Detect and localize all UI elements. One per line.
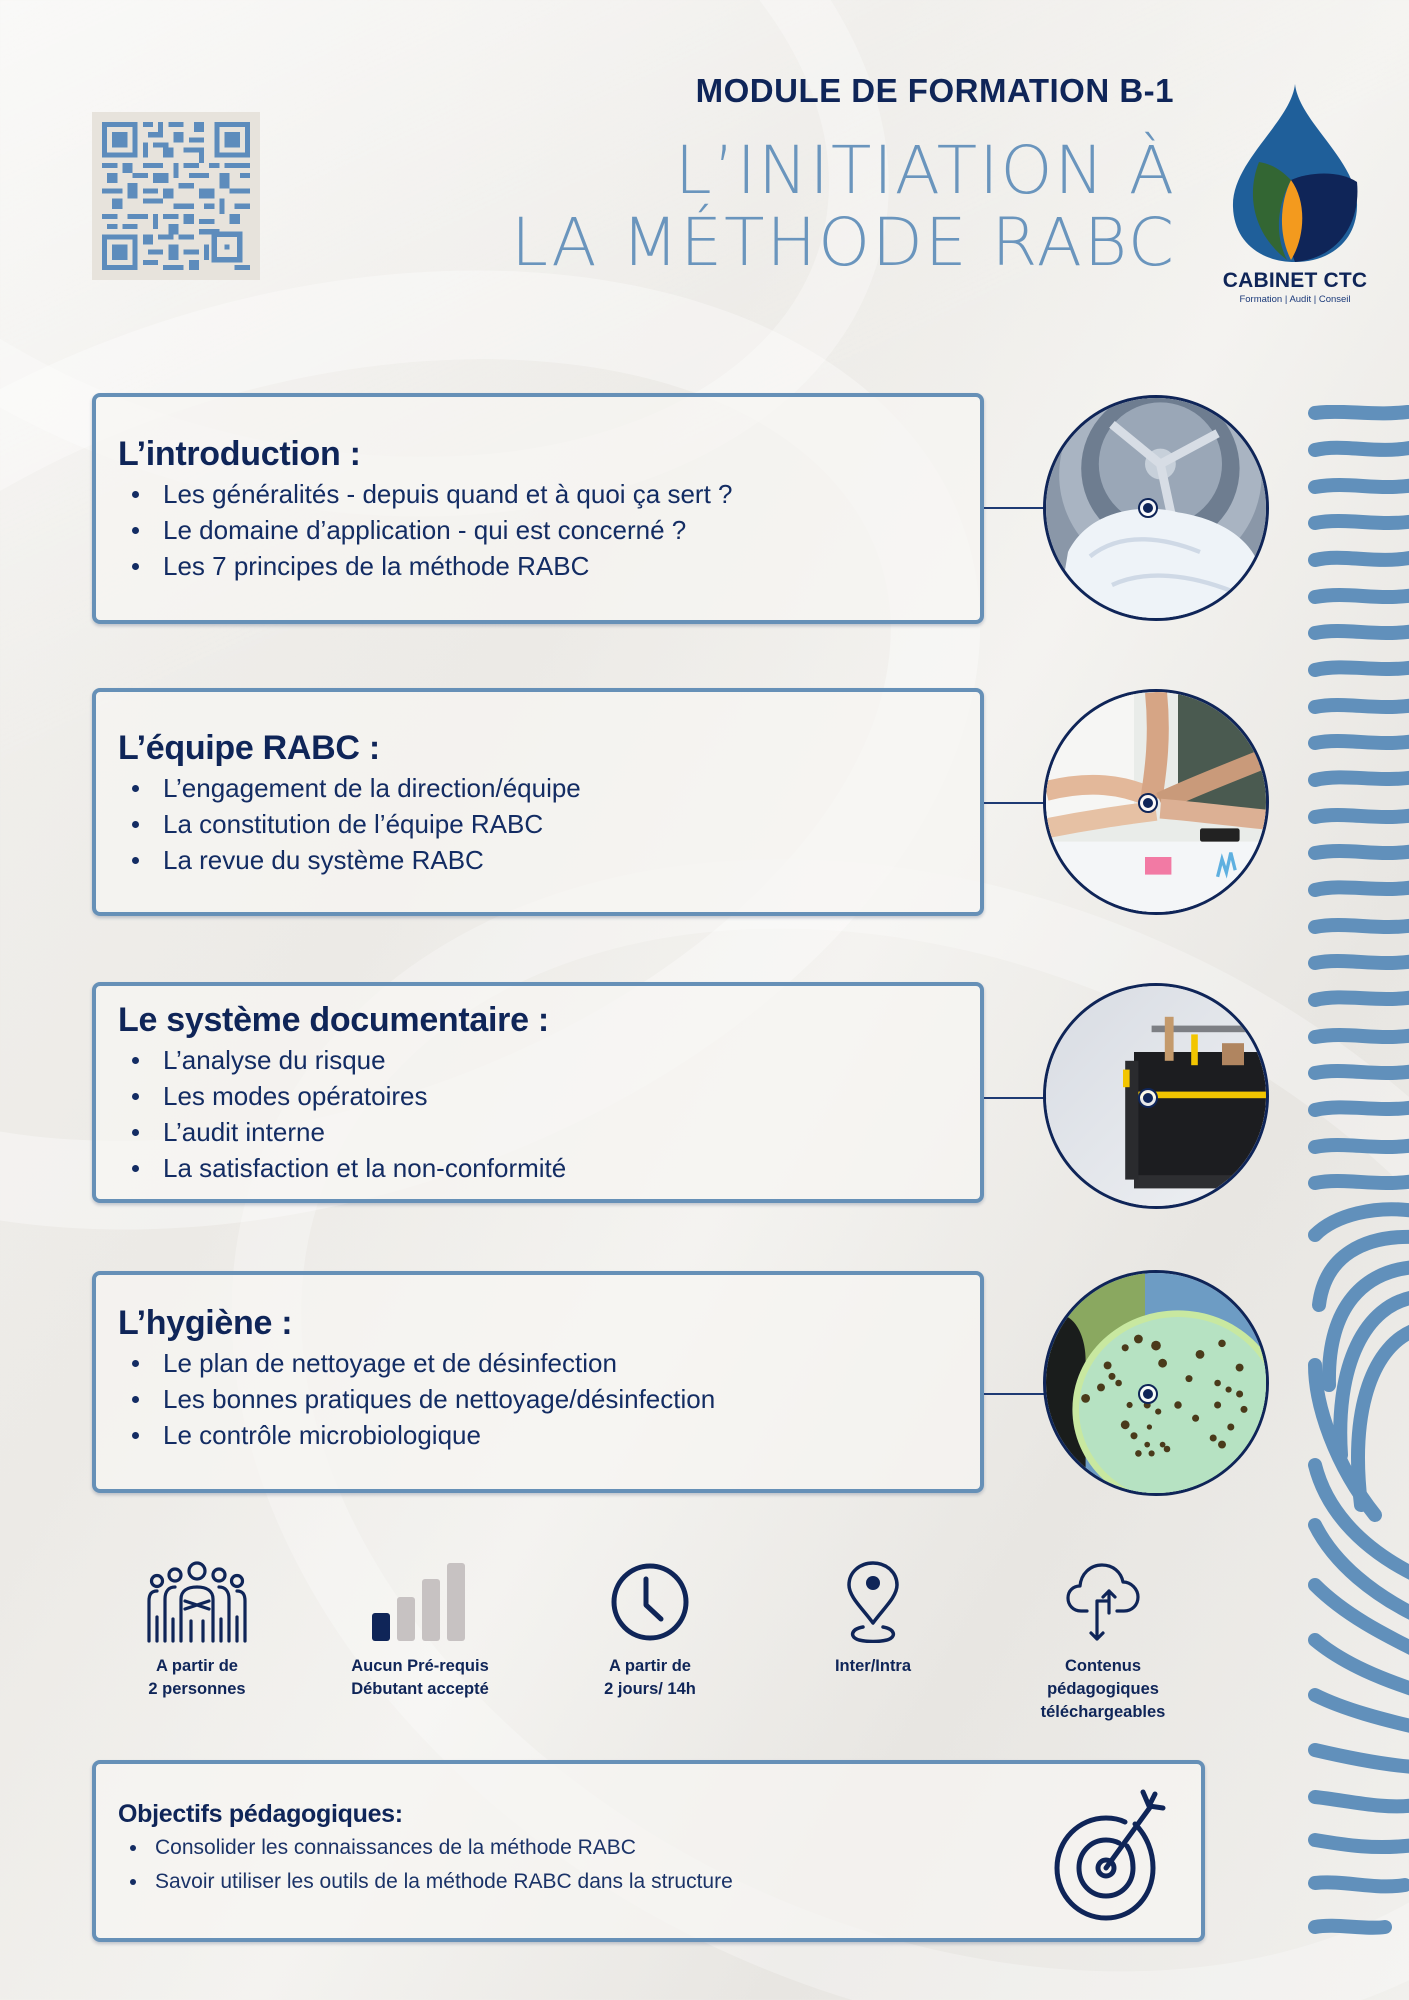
info-label-line: téléchargeables <box>1040 1703 1166 1721</box>
list-item: L’analyse du risque <box>118 1042 958 1078</box>
info-duration <box>550 1553 750 1701</box>
list-item: Le domaine d’application - qui est concerné ? <box>118 512 958 548</box>
objectives-list <box>118 1831 1179 1899</box>
info-label-line: Inter/Intra <box>834 1657 912 1675</box>
section-title: Le système documentaire : <box>118 1001 549 1039</box>
section-list <box>118 476 958 584</box>
list-item: L’audit interne <box>118 1114 958 1150</box>
pin-marker <box>1138 498 1158 518</box>
list-item: La satisfaction et la non-conformité <box>118 1150 958 1186</box>
section-card-documentation <box>92 982 984 1203</box>
cloud-upload-download-icon <box>1065 1561 1141 1643</box>
section-card-introduction <box>92 393 984 624</box>
info-location <box>773 1553 973 1678</box>
page-title-line-1: L’INITIATION À <box>674 132 1176 209</box>
page-title-line-2: LA MÉTHODE RABC <box>511 204 1176 281</box>
info-label-line: Débutant accepté <box>351 1680 489 1698</box>
list-item: La revue du système RABC <box>118 842 958 878</box>
section-list <box>118 1042 958 1186</box>
section-title: L’hygiène : <box>118 1304 293 1342</box>
brand-tagline: Formation | Audit | Conseil <box>1239 294 1351 305</box>
list-item: Les généralités - depuis quand et à quoi ça sert ? <box>118 476 958 512</box>
pin-marker <box>1138 793 1158 813</box>
fingerprint-decoration <box>1305 405 1409 1940</box>
clock-icon <box>609 1561 691 1643</box>
list-item: La constitution de l’équipe RABC <box>118 806 958 842</box>
list-item: Savoir utiliser les outils de la méthode RABC dans la structure <box>118 1865 1179 1899</box>
pin-marker <box>1138 1384 1158 1404</box>
objectives-card <box>92 1760 1205 1942</box>
section-title: L’équipe RABC : <box>118 729 380 767</box>
qr-code-icon <box>102 122 250 270</box>
section-card-team <box>92 688 984 916</box>
page-title <box>511 132 1176 281</box>
water-drop-leaf-icon <box>1229 82 1361 262</box>
list-item: Le contrôle microbiologique <box>118 1417 958 1453</box>
section-list <box>118 770 958 878</box>
list-item: Les bonnes pratiques de nettoyage/désinfection <box>118 1381 958 1417</box>
section-title: L’introduction : <box>118 435 361 473</box>
info-prerequisites <box>320 1553 520 1701</box>
target-arrow-icon <box>1051 1784 1169 1924</box>
info-label-line: A partir de <box>156 1657 238 1675</box>
info-label-line: pédagogiques <box>1047 1680 1159 1698</box>
section-list <box>118 1345 958 1453</box>
list-item: Les 7 principes de la méthode RABC <box>118 548 958 584</box>
pin-marker <box>1138 1088 1158 1108</box>
list-item: Les modes opératoires <box>118 1078 958 1114</box>
section-card-hygiene <box>92 1271 984 1493</box>
info-participants <box>97 1553 297 1701</box>
petri-dish-image <box>1046 1273 1266 1493</box>
photo-petri-dish <box>1043 1270 1269 1496</box>
location-pin-icon <box>843 1561 903 1643</box>
fingerprint-icon <box>1305 405 1409 1940</box>
brand-logo <box>1215 82 1375 307</box>
qr-code[interactable] <box>92 112 260 280</box>
info-label-line: Aucun Pré-requis <box>351 1657 489 1675</box>
list-item: Le plan de nettoyage et de désinfection <box>118 1345 958 1381</box>
level-bars-icon <box>372 1561 468 1643</box>
module-label: MODULE DE FORMATION B-1 <box>695 72 1174 109</box>
objectives-title: Objectifs pédagogiques: <box>118 1800 403 1828</box>
brand-name: CABINET CTC <box>1222 269 1368 292</box>
info-label-line: A partir de <box>609 1657 691 1675</box>
info-label-line: 2 jours/ 14h <box>604 1680 696 1698</box>
list-item: Consolider les connaissances de la méthode RABC <box>118 1831 1179 1865</box>
info-downloadable-content <box>1003 1553 1203 1724</box>
list-item: L’engagement de la direction/équipe <box>118 770 958 806</box>
info-label-line: Contenus <box>1064 1657 1142 1675</box>
info-label-line: 2 personnes <box>148 1680 246 1698</box>
group-people-icon <box>141 1561 253 1643</box>
